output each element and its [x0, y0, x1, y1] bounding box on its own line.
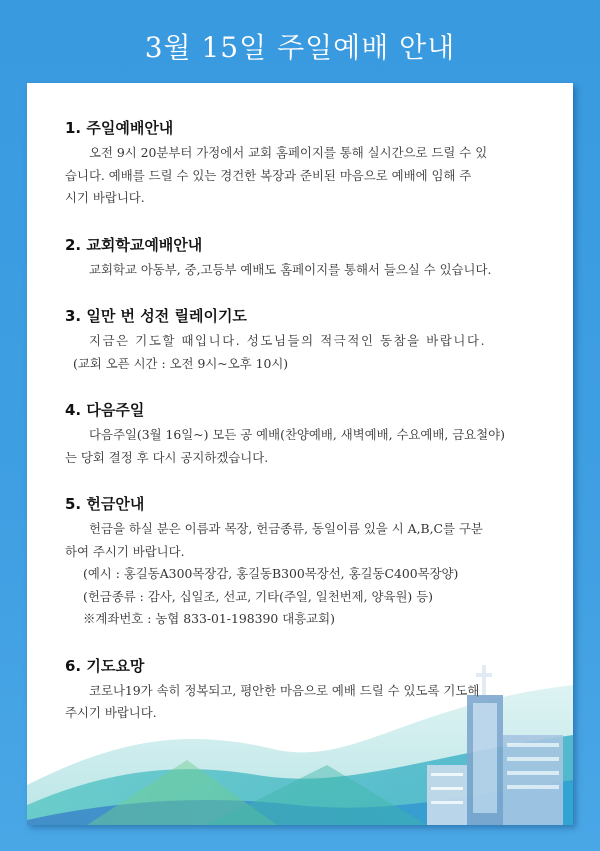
section-relay-prayer: [65, 305, 535, 375]
section-text: 습니다. 예배를 드릴 수 있는 경건한 복장과 준비된 마음으로 예배에 임해 주: [65, 167, 472, 183]
section-next-sunday: [65, 399, 535, 469]
section-text: 는 당회 결정 후 다시 공지하겠습니다.: [65, 449, 269, 465]
section-text: 다음주일(3월 16일~) 모든 공 예배(찬양예배, 새벽예배, 수요예배, 금요철야): [89, 427, 505, 442]
notice-content: [65, 117, 535, 749]
section-prayer-request: [65, 655, 535, 725]
section-sunday-worship: [65, 117, 535, 210]
section-text: 하여 주시기 바랍니다.: [65, 543, 185, 559]
section-text: 코로나19가 속히 정복되고, 평안한 마음으로 예배 드릴 수 있도록 기도해: [89, 682, 480, 698]
section-text: 교회학교 아동부, 중,고등부 예배도 홈페이지를 통해서 들으실 수 있습니다.: [89, 261, 492, 277]
section-offering: [65, 493, 535, 631]
section-heading: 5. 헌금안내: [65, 495, 145, 513]
section-heading: 1. 주일예배안내: [65, 119, 174, 137]
section-heading: 2. 교회학교예배안내: [65, 235, 203, 254]
section-heading: 6. 기도요망: [65, 656, 145, 675]
section-text: (헌금종류 : 감사, 십일조, 선교, 기타(주일, 일천번제, 양육원) 등): [83, 588, 434, 604]
section-text: 지금은 기도할 때입니다. 성도님들의 적극적인 동참을 바랍니다.: [89, 333, 487, 348]
page-title: 3월 15일 주일예배 안내: [144, 31, 456, 64]
section-text: 오전 9시 20분부터 가정에서 교회 홈페이지를 통해 실시간으로 드릴 수 있: [89, 145, 488, 160]
section-text: (예시 : 홍길동A300목장감, 홍길동B300목장선, 홍길동C400목장양): [83, 566, 459, 581]
section-text: 주시기 바랍니다.: [65, 705, 157, 720]
account-number: ※계좌번호 : 농협 833-01-198390 대흥교회): [83, 611, 335, 626]
section-heading: 3. 일만 번 성전 릴레이기도: [65, 307, 247, 325]
section-text: 시기 바랍니다.: [65, 190, 145, 205]
section-text: (교회 오픈 시간 : 오전 9시~오후 10시): [73, 355, 289, 371]
section-text: 헌금을 하실 분은 이름과 목장, 헌금종류, 동일이름 있을 시 A,B,C를 구분: [89, 521, 483, 536]
section-church-school: [65, 234, 535, 282]
section-heading: 4. 다음주일: [65, 401, 145, 419]
notice-card: [27, 83, 573, 825]
